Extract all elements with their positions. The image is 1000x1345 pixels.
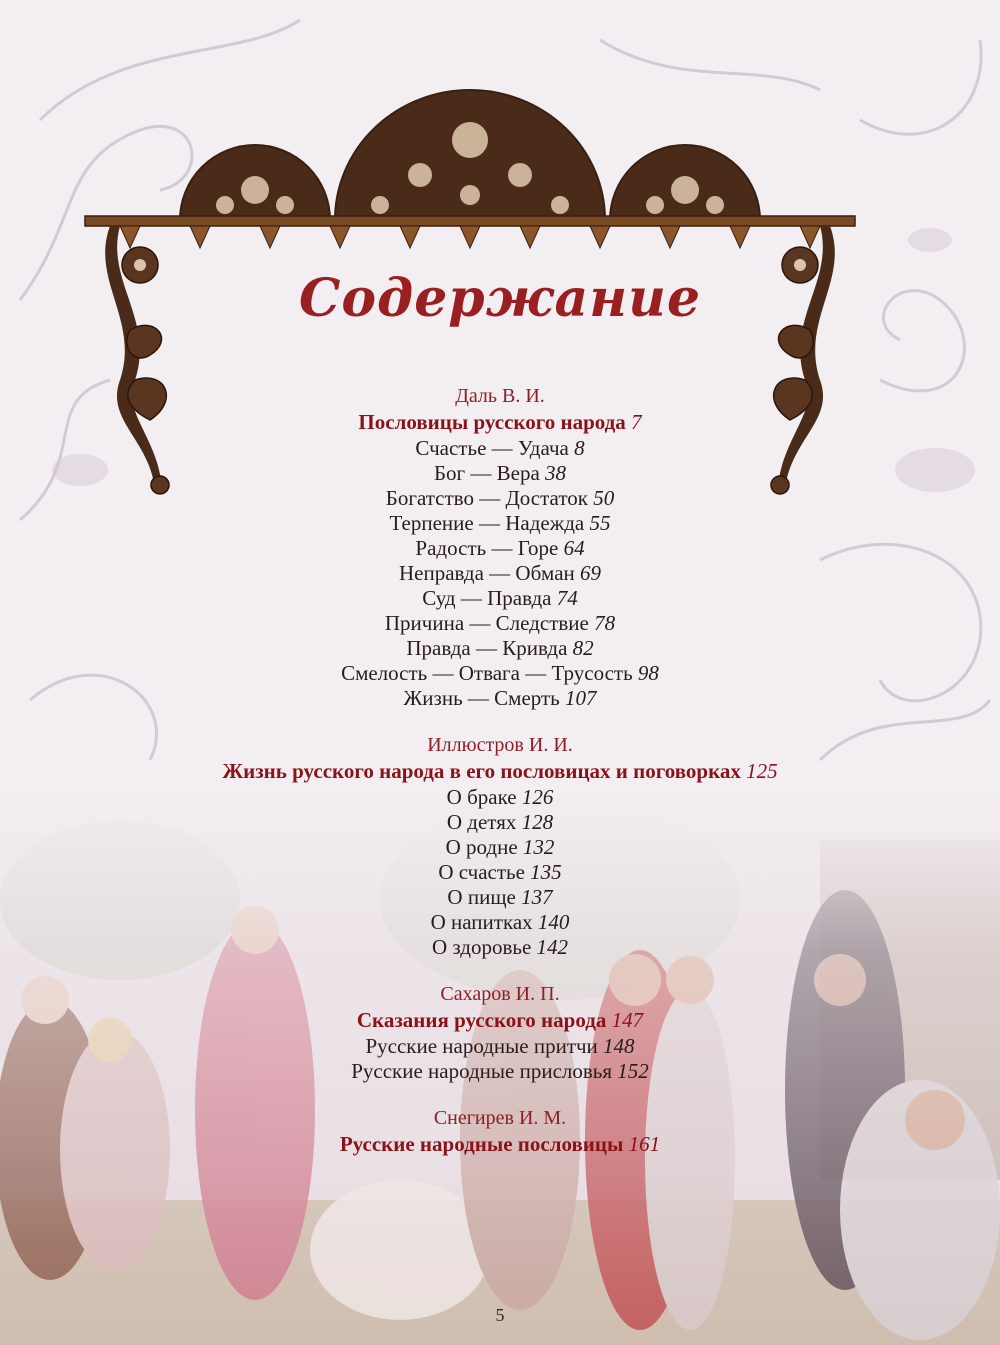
toc-item[interactable] [0,935,1000,960]
toc-item-page: 50 [593,486,615,510]
toc-item-title: О здоровье [431,935,532,959]
toc-author: Снегирев И. М. [433,1107,567,1129]
toc-item-page: 142 [536,935,569,959]
toc-item-title: Терпение — Надежда [389,511,585,535]
toc-item-page: 137 [521,885,553,909]
toc-item-page: 128 [521,810,554,834]
toc-item[interactable] [0,1059,1000,1084]
toc-item[interactable] [0,686,1000,711]
toc-item[interactable] [0,511,1000,536]
toc-work-entry[interactable] [0,757,1000,785]
toc-section [0,384,1000,711]
toc-work-title: Пословицы русского народа [358,410,626,434]
toc-item[interactable] [0,835,1000,860]
toc-item[interactable] [0,785,1000,810]
toc-item-title: Смелость — Отвага — Трусость [341,661,633,685]
toc-item[interactable] [0,486,1000,511]
toc-work-entry[interactable] [0,1006,1000,1034]
toc-item[interactable] [0,860,1000,885]
toc-item[interactable] [0,810,1000,835]
toc-author: Иллюстров И. И. [427,734,573,756]
toc-author: Даль В. И. [455,385,545,407]
toc-section [0,1106,1000,1158]
toc-item-page: 148 [603,1034,635,1058]
page-title: Содержание [298,268,702,329]
toc-item-title: Бог — Вера [433,461,540,485]
toc-item-title: О родне [445,835,518,859]
toc-item-title: О пище [447,885,516,909]
toc-item-title: Богатство — Достаток [385,486,588,510]
toc-item-page: 132 [522,835,555,859]
toc-author: Сахаров И. П. [440,983,560,1005]
toc-work-title: Русские народные пословицы [339,1132,624,1156]
toc-item-page: 64 [563,536,585,560]
toc-item-title: Радость — Горе [415,536,559,560]
toc-item-title: О браке [446,785,517,809]
toc-item-title: Русские народные присловья [351,1059,613,1083]
toc-item-page: 38 [545,461,567,485]
toc-item-page: 98 [637,661,659,685]
toc-item-page: 74 [556,586,578,610]
toc-item[interactable] [0,885,1000,910]
toc-item[interactable] [0,536,1000,561]
toc-item-page: 55 [589,511,611,535]
page-number: 5 [495,1305,505,1325]
toc-item-page: 107 [565,686,597,710]
toc-item-page: 82 [572,636,594,660]
toc-item-title: О детях [446,810,517,834]
toc-item-title: Счастье — Удача [415,436,569,460]
toc-work-title: Жизнь русского народа в его пословицах и поговорках [222,759,741,783]
toc-item[interactable] [0,436,1000,461]
toc-item-page: 69 [580,561,602,585]
toc-item-page: 152 [617,1059,649,1083]
toc-item-title: О счастье [438,860,525,884]
toc-item-page: 140 [537,910,570,934]
toc-item[interactable] [0,561,1000,586]
toc-work-page: 125 [746,759,778,783]
toc-item-title: Неправда — Обман [398,561,575,585]
toc-item-page: 126 [521,785,554,809]
toc-item[interactable] [0,910,1000,935]
toc-item-title: Русские народные притчи [365,1034,598,1058]
toc-item[interactable] [0,1034,1000,1059]
toc-item[interactable] [0,661,1000,686]
toc-item-page: 8 [574,436,585,460]
table-of-contents [0,384,1000,1180]
toc-item-title: Причина — Следствие [384,611,589,635]
toc-item-title: О напитках [430,910,533,934]
toc-section [0,733,1000,960]
toc-item[interactable] [0,636,1000,661]
toc-work-title: Сказания русского народа [356,1008,607,1032]
toc-work-page: 7 [631,410,642,434]
toc-work-page: 147 [611,1008,644,1032]
toc-work-entry[interactable] [0,1130,1000,1158]
toc-item[interactable] [0,461,1000,486]
toc-work-page: 161 [628,1132,661,1156]
toc-item[interactable] [0,611,1000,636]
toc-item-title: Правда — Кривда [406,636,568,660]
toc-item-title: Жизнь — Смерть [403,686,560,710]
toc-work-entry[interactable] [0,408,1000,436]
toc-section [0,982,1000,1084]
toc-item-title: Суд — Правда [422,586,552,610]
toc-item[interactable] [0,586,1000,611]
toc-item-page: 78 [594,611,616,635]
toc-item-page: 135 [530,860,562,884]
